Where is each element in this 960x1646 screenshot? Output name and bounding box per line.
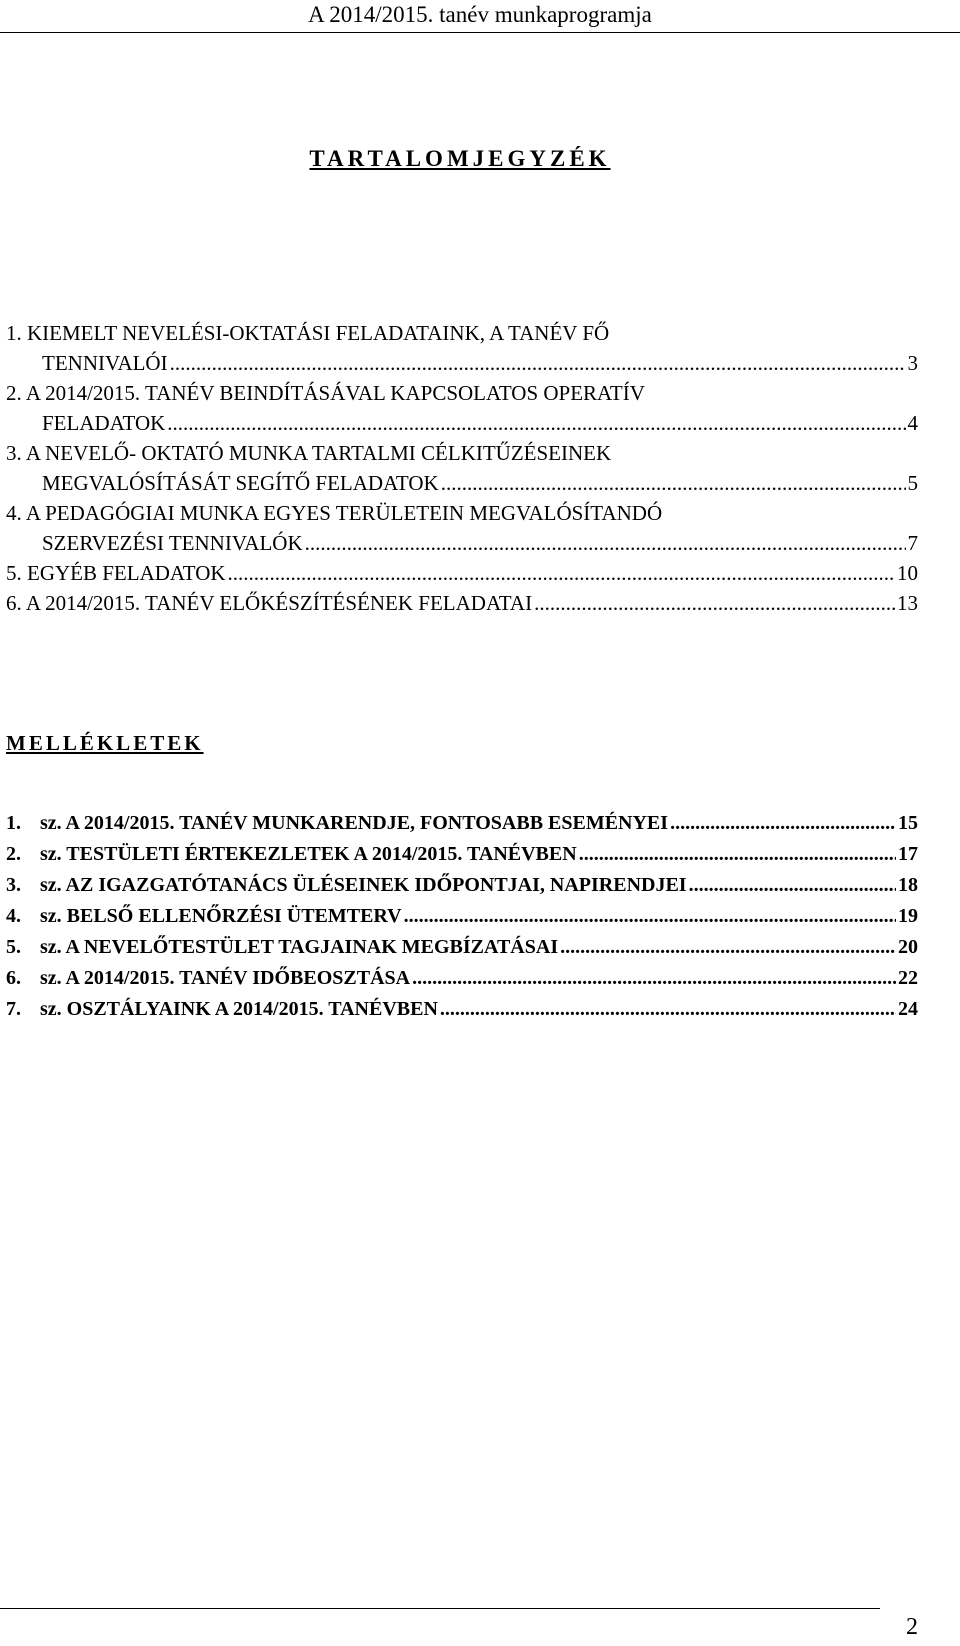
annex-number: 6. (6, 967, 21, 989)
annex-text: sz. A NEVELŐTESTÜLET TAGJAINAK MEGBÍZATÁSAI (40, 936, 559, 958)
annex-page-number: 17 (898, 843, 918, 865)
dot-leader (689, 870, 896, 901)
dot-leader (560, 932, 896, 963)
toc-title: TARTALOMJEGYZÉK (309, 146, 611, 171)
dot-leader (167, 408, 905, 438)
annex-entry[interactable] (6, 870, 918, 901)
toc-page-number: 13 (897, 591, 918, 615)
running-header: A 2014/2015. tanév munkaprogramja (0, 0, 960, 33)
dot-leader (579, 839, 896, 870)
toc-entry-text: MEGVALÓSÍTÁSÁT SEGÍTŐ FELADATOK (42, 471, 439, 495)
annex-entry[interactable] (6, 963, 918, 994)
toc-entry-text: FELADATOK (42, 411, 166, 435)
toc-page-number: 10 (897, 561, 918, 585)
annex-entry[interactable] (6, 839, 918, 870)
annex-page-number: 19 (898, 905, 918, 927)
dot-leader (440, 994, 896, 1025)
toc-entry-text: SZERVEZÉSI TENNIVALÓK (42, 531, 303, 555)
annex-number: 3. (6, 874, 21, 896)
toc-entry[interactable] (6, 438, 918, 498)
annex-entry[interactable] (6, 932, 918, 963)
annex-text: sz. OSZTÁLYAINK A 2014/2015. TANÉVBEN (40, 998, 438, 1020)
toc-entry[interactable] (6, 588, 918, 618)
toc-entry-text: TENNIVALÓI (42, 351, 168, 375)
annex-text: sz. TESTÜLETI ÉRTEKEZLETEK A 2014/2015. TANÉVBEN (40, 843, 577, 865)
dot-leader (305, 528, 906, 558)
annex-entry[interactable] (6, 808, 918, 839)
dot-leader (670, 808, 896, 839)
annex-text: sz. A 2014/2015. TANÉV MUNKARENDJE, FONTOSABB ESEMÉNYEI (40, 812, 669, 834)
annex-number: 2. (6, 843, 21, 865)
toc-page-number: 3 (907, 351, 918, 375)
toc-entry-first-line: 4. A PEDAGÓGIAI MUNKA EGYES TERÜLETEIN MEGVALÓSÍTANDÓ (6, 501, 663, 525)
footer-rule (0, 1608, 880, 1609)
dot-leader (170, 348, 906, 378)
toc-entry-first-line: 1. KIEMELT NEVELÉSI-OKTATÁSI FELADATAINK, A TANÉV FŐ (6, 321, 610, 345)
annex-page-number: 24 (898, 998, 918, 1020)
page-number: 2 (906, 1614, 918, 1640)
annex-entry[interactable] (6, 901, 918, 932)
annex-page-number: 15 (898, 812, 918, 834)
dot-leader (534, 588, 895, 618)
toc-page-number: 5 (907, 471, 918, 495)
annex-number: 5. (6, 936, 21, 958)
toc-entry-first-line: 3. A NEVELŐ- OKTATÓ MUNKA TARTALMI CÉLKITŰZÉSEINEK (6, 441, 612, 465)
annex-title: MELLÉKLETEK (6, 731, 204, 755)
annex-text: sz. BELSŐ ELLENŐRZÉSI ÜTEMTERV (40, 905, 402, 927)
toc-list (6, 318, 918, 618)
toc-page-number: 4 (907, 411, 918, 435)
annex-page-number: 20 (898, 936, 918, 958)
annex-page-number: 22 (898, 967, 918, 989)
dot-leader (404, 901, 896, 932)
toc-entry-text: 6. A 2014/2015. TANÉV ELŐKÉSZÍTÉSÉNEK FELADATAI (6, 591, 533, 615)
toc-entry[interactable] (6, 318, 918, 378)
dot-leader (412, 963, 896, 994)
toc-page-number: 7 (907, 531, 918, 555)
annex-number: 1. (6, 812, 21, 834)
annex-page-number: 18 (898, 874, 918, 896)
toc-entry[interactable] (6, 378, 918, 438)
annex-list (6, 808, 918, 1025)
annex-number: 7. (6, 998, 21, 1020)
annex-number: 4. (6, 905, 21, 927)
toc-entry-first-line: 2. A 2014/2015. TANÉV BEINDÍTÁSÁVAL KAPCSOLATOS OPERATÍV (6, 381, 645, 405)
annex-entry[interactable] (6, 994, 918, 1025)
dot-leader (228, 558, 895, 588)
toc-entry-text: 5. EGYÉB FELADATOK (6, 561, 226, 585)
toc-entry[interactable] (6, 558, 918, 588)
toc-entry[interactable] (6, 498, 918, 558)
dot-leader (441, 468, 906, 498)
annex-text: sz. AZ IGAZGATÓTANÁCS ÜLÉSEINEK IDŐPONTJAI, NAPIRENDJEI (40, 874, 687, 896)
annex-text: sz. A 2014/2015. TANÉV IDŐBEOSZTÁSA (40, 967, 411, 989)
